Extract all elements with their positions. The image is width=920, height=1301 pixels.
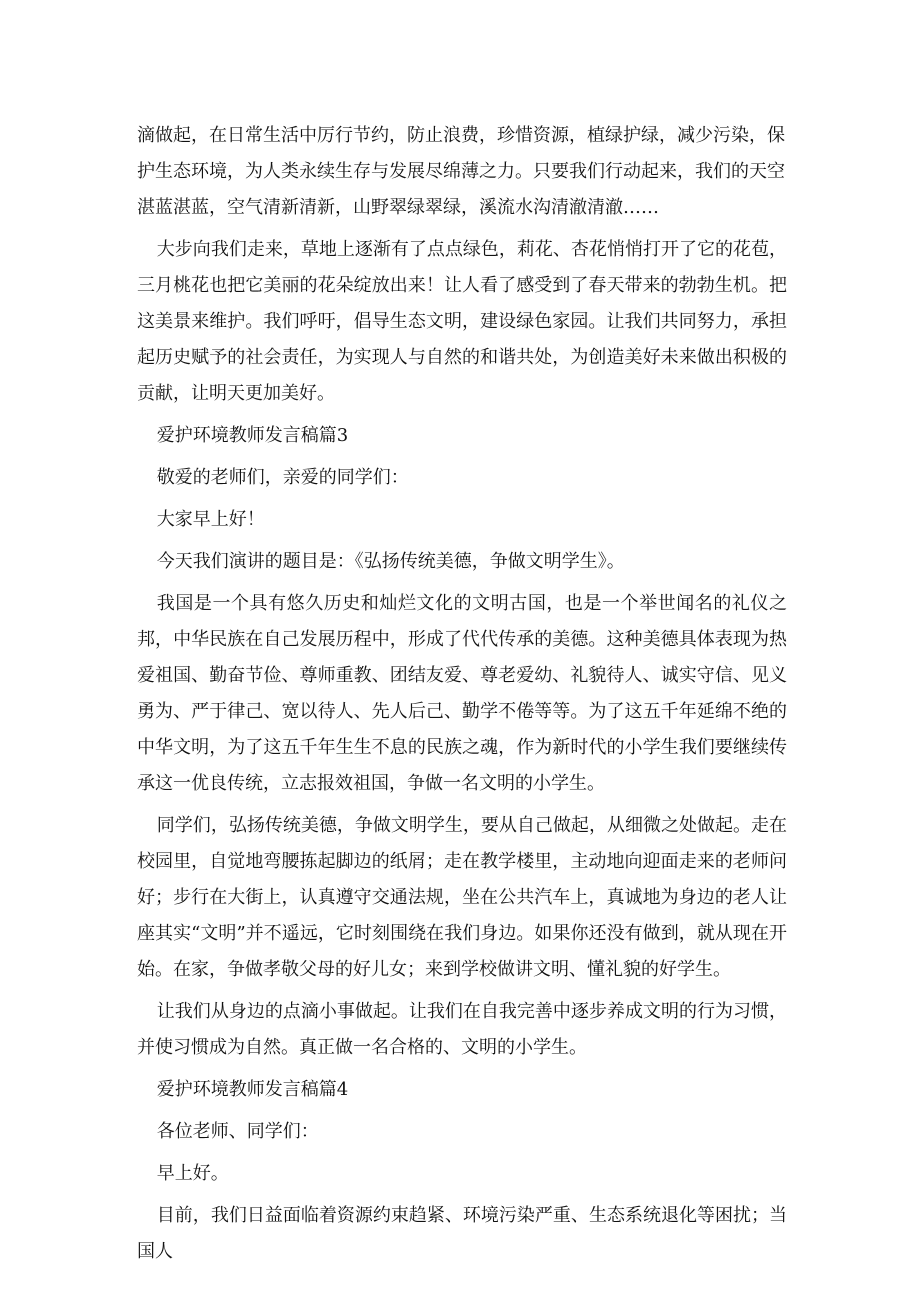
salutation-3: 敬爱的老师们，亲爱的同学们：: [156, 467, 409, 488]
paragraph-spring: 大步向我们走来，草地上逐渐有了点点绿色，莉花、杏花悄悄打开了它的花苞，三月桃花也把它美丽的花朵绽放出来！让人看了感受到了春天带来的勃勃生机。把这美景来维护。我们呼吁，倡导生态文明，建设绿色家园。让我们共同努力，承担起历史赋予的社会责任，为实现人与自然的和谐共处，为创造美好未来做出积极的贡献，让明天更加美好。: [137, 239, 787, 404]
speech-topic: 今天我们演讲的题目是：《弘扬传统美德，争做文明学生》。: [156, 551, 625, 572]
salutation-4: 各位老师、同学们：: [156, 1121, 319, 1142]
document-body: [137, 118, 787, 1276]
paragraph-small-things: 让我们从身边的点滴小事做起。让我们在自我完善中逐步养成文明的行为习惯，并使习惯成为自然。真正做一名合格的、文明的小学生。: [137, 1001, 787, 1058]
paragraph-virtues: 我国是一个具有悠久历史和灿烂文化的文明古国，也是一个举世闻名的礼仪之邦，中华民族在自己发展历程中，形成了代代传承的美德。这种美德具体表现为热爱祖国、勤奋节俭、尊师重教、团结友爱、尊老爱幼、礼貌待人、诚实守信、见义勇为、严于律己、宽以待人、先人后己、勤学不倦等等。为了这五千年延绵不绝的中华文明，为了这五千年生生不息的民族之魂，作为新时代的小学生我们要继续传承这一优良传统，立志报效祖国，争做一名文明的小学生。: [137, 593, 787, 794]
paragraph-classmates: 同学们，弘扬传统美德，争做文明学生，要从自己做起，从细微之处做起。走在校园里，自觉地弯腰拣起脚边的纸屑；走在教学楼里，主动地向迎面走来的老师问好；步行在大街上，认真遵守交通法规，坐在公共汽车上，真诚地为身边的老人让座其实“文明”并不遥远，它时刻围绕在我们身边。如果你还没有做到，就从现在开始。在家，争做孝敬父母的好儿女；来到学校做讲文明、懂礼貌的好学生。: [137, 815, 787, 980]
paragraph-current: 目前，我们日益面临着资源约束趋紧、环境污染严重、生态系统退化等困扰；当国人: [137, 1205, 787, 1262]
paragraph-continuation: 滴做起，在日常生活中厉行节约，防止浪费，珍惜资源，植绿护绿，减少污染，保护生态环境，为人类永续生存与发展尽绵薄之力。只要我们行动起来，我们的天空湛蓝湛蓝，空气清新清新，山野翠绿翠绿，溪流水沟清澈清澈……: [137, 125, 785, 218]
greeting-4: 早上好。: [156, 1163, 229, 1184]
section-heading-4: 爱护环境教师发言稿篇4: [156, 1079, 349, 1100]
greeting-3: 大家早上好！: [156, 509, 265, 530]
section-heading-3: 爱护环境教师发言稿篇3: [156, 425, 349, 446]
